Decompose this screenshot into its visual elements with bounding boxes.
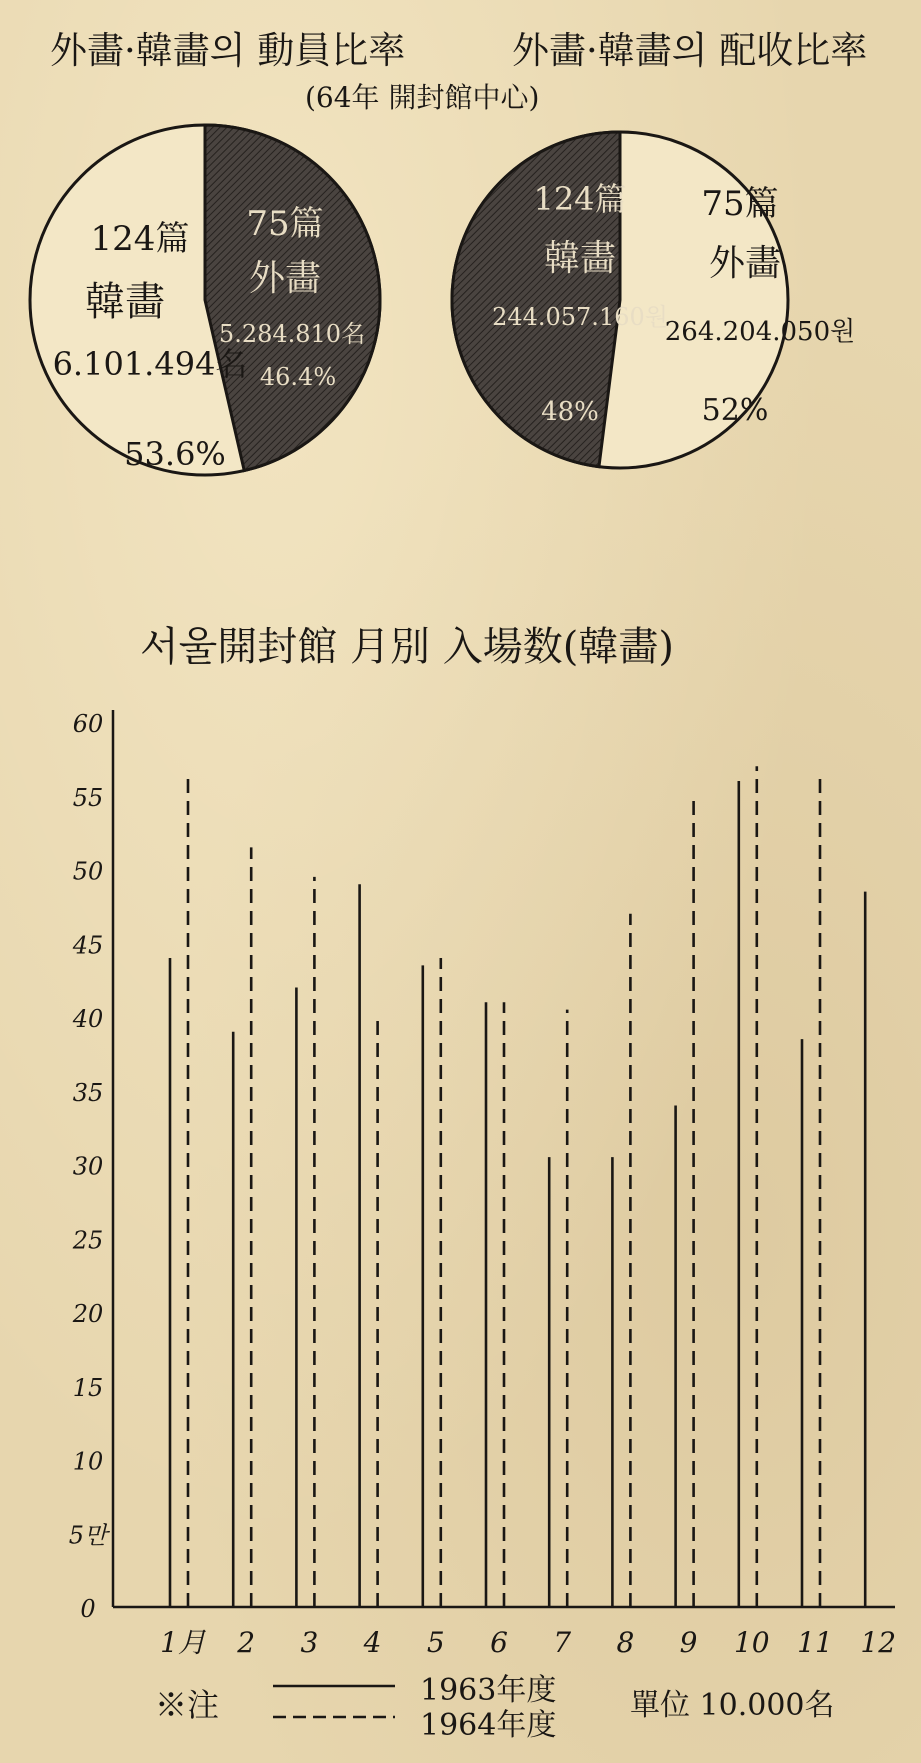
pie-right <box>452 132 855 468</box>
pie-right-slice-0-label: 韓畵 <box>543 238 617 279</box>
pie-right-slice-1-percent_label: 52% <box>701 393 769 428</box>
y-tick-label-55: 55 <box>72 783 104 812</box>
x-tick-label-6: 6 <box>490 1626 508 1659</box>
pie-right-slice-0-percent_label: 48% <box>541 397 599 427</box>
y-tick-label-15: 15 <box>72 1373 104 1402</box>
pie-right-title: 外畵·韓畵의 配收比率 <box>512 29 868 72</box>
pie-left-slice-1-amount: 6.101.494名 <box>52 345 248 383</box>
y-tick-label-25: 25 <box>72 1226 104 1255</box>
x-tick-label-11: 11 <box>797 1626 833 1659</box>
y-tick-label-45: 45 <box>72 931 104 960</box>
x-tick-label-7: 7 <box>553 1626 572 1659</box>
y-tick-label-60: 60 <box>72 710 104 738</box>
x-tick-label-2: 2 <box>237 1626 256 1659</box>
x-tick-label-8: 8 <box>616 1626 635 1659</box>
pie-right-slice-1-label: 外畵 <box>708 243 782 284</box>
x-tick-label-1: 1月 <box>160 1626 206 1659</box>
pie-right-slice-1-amount: 264.204.050원 <box>664 317 856 347</box>
x-tick-label-4: 4 <box>363 1626 382 1659</box>
y-tick-label-40: 40 <box>72 1005 104 1033</box>
pie-left-slice-1-percent_label: 53.6% <box>124 435 226 473</box>
pie-left-slice-0-percent_label: 46.4% <box>259 363 337 391</box>
pie-left-slice-1-count: 124篇 <box>90 219 190 259</box>
y-tick-label-20: 20 <box>72 1300 104 1328</box>
bar-chart-title: 서울開封館 月別 入場数(韓畵) <box>140 624 674 670</box>
y-tick-label-5만: 5만 <box>68 1521 108 1550</box>
x-tick-label-3: 3 <box>300 1626 319 1659</box>
x-tick-label-10: 10 <box>733 1626 770 1659</box>
pie-right-slice-1-count: 75篇 <box>701 184 779 224</box>
y-tick-label-30: 30 <box>72 1152 104 1181</box>
y-tick-label-35: 35 <box>72 1078 104 1107</box>
y-tick-label-0: 0 <box>80 1595 96 1623</box>
pie-left-slice-1-label: 韓畵 <box>85 279 165 325</box>
pie-left-slice-0-label: 外畵 <box>248 258 322 299</box>
pie-left <box>30 125 380 475</box>
legend-1964-label: 1964年度 <box>420 1708 557 1743</box>
x-tick-label-12: 12 <box>860 1626 897 1659</box>
y-tick-label-50: 50 <box>72 857 104 886</box>
pie-right-slice-0-count: 124篇 <box>533 180 627 218</box>
y-tick-label-10: 10 <box>72 1447 104 1476</box>
x-tick-label-5: 5 <box>426 1626 445 1659</box>
pie-subtitle: (64年 開封館中心) <box>305 81 540 114</box>
pie-left-slice-0-amount: 5.284.810名 <box>218 320 366 348</box>
pie-left-title: 外畵·韓畵의 動員比率 <box>50 29 406 72</box>
pie-left-slice-0-count: 75篇 <box>246 204 324 244</box>
pie-right-slice-0-amount: 244.057.160원 <box>492 303 668 331</box>
legend-note: ※注 <box>155 1686 220 1724</box>
legend-unit: 單位 10.000名 <box>630 1688 835 1723</box>
x-tick-label-9: 9 <box>679 1626 698 1659</box>
legend-1963-label: 1963年度 <box>420 1673 557 1708</box>
